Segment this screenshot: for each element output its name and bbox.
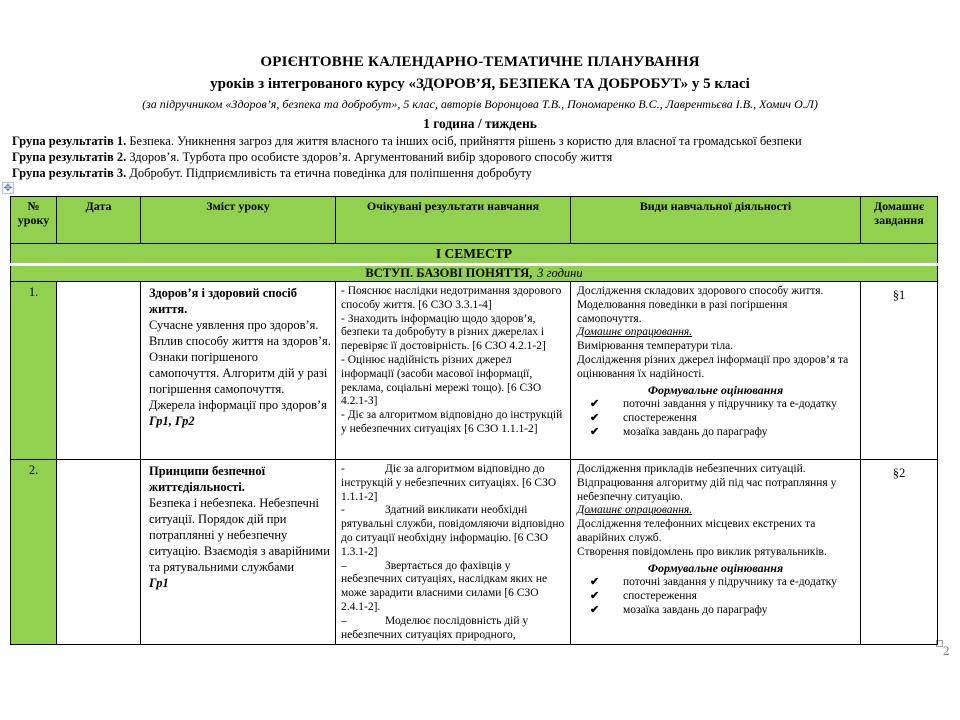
outcome-item: [341, 463, 565, 504]
course-title: уроків з інтегрованого курсу «ЗДОРОВ’Я, БЕЗПЕКА ТА ДОБРОБУТ» у 5 класі: [210, 76, 750, 92]
page-number: 2: [943, 643, 950, 658]
checklist-item-text: поточні завдання у підручнику та е-додатку: [623, 575, 837, 588]
col-header-lesson-content: Зміст уроку: [141, 197, 336, 244]
homework-practice-label: Домашнє опрацювання.: [577, 504, 693, 517]
outcome-text: Здатний викликати необхідні рятувальні служби, повідомляючи відповідно до ситуації необхідну інформацію. [6 СЗО 1.3.1-2]: [341, 504, 565, 558]
semester-title: І СЕМЕСТР: [11, 244, 938, 265]
checkmark-icon: ✔: [590, 425, 600, 438]
lesson-1-homework: §1: [861, 282, 938, 460]
checkmark-icon: ✔: [590, 397, 600, 410]
formative-assessment-label: Формувальне оцінювання: [647, 560, 784, 575]
section-title-cell: [11, 265, 938, 282]
checklist-item-text: спостереження: [623, 411, 697, 424]
checklist-item: [577, 412, 854, 426]
lesson-2-activities: [571, 460, 861, 645]
table-row: [11, 460, 938, 645]
formative-assessment-label: Формувальне оцінювання: [647, 382, 784, 397]
result-group-3: [12, 165, 956, 181]
checkmark-icon: ✔: [590, 411, 600, 424]
col-header-activities: Види навчальної діяльності: [571, 197, 861, 244]
table-header-row: [11, 197, 938, 244]
lesson-2-outcomes: [336, 460, 571, 645]
outcome-text: Моделює послідовність дій у небезпечних ситуаціях природного,: [341, 614, 529, 641]
activity-item: Вимірювання температури тіла.: [577, 340, 734, 353]
textbook-subtitle: (за підручником «Здоров’я, безпека та добробут», 5 клас, авторів Воронцова Т.В., Пономаренко В.С., Лаврентьєва І.В., Хомич О.Л): [142, 97, 818, 111]
lesson-2-content: [141, 460, 336, 645]
checklist-item: [577, 576, 854, 590]
result-group-1: [12, 133, 956, 149]
activity-item: Моделювання поведінки в разі погіршення самопочуття.: [577, 298, 788, 325]
checklist-item-text: мозаїка завдань до параграфу: [623, 425, 768, 438]
checkmark-icon: ✔: [590, 603, 600, 616]
outcome-text: Звертається до фахівців у небезпечних ситуаціях, наслідкам яких не може зарадити власними силами [6 СЗО 2.4.1-2].: [341, 559, 548, 613]
dash-marker: –: [341, 614, 347, 627]
result-group-3-text: Добробут. Підприємливість та етична поведінка для поліпшення добробуту: [126, 166, 532, 180]
result-groups: [12, 133, 956, 181]
col-header-date: Дата: [57, 197, 141, 244]
outcome-item: - Діє за алгоритмом відповідно до інструкцій у небезпечних ситуаціях [6 СЗО 1.1.1-2]: [341, 409, 563, 435]
lesson-2-topic-body: Безпека і небезпека. Небезпечні ситуації. Порядок дій при потраплянні у небезпечну ситуацію. Взаємодія з аварійними та рятувальними службами: [149, 496, 330, 574]
outcome-item: - Пояснює наслідки недотримання здорового способу життя. [6 СЗО 3.3.1-4]: [341, 285, 562, 311]
checklist-item: [577, 590, 854, 604]
col-header-lesson-number: № уроку: [11, 197, 57, 244]
section-row: [11, 265, 938, 282]
activity-item: Створення повідомлень про виклик рятувальників.: [577, 545, 827, 558]
outcome-item: - Оцінює надійність різних джерел інформації (засоби масової інформації, реклама, соціальні мережі тощо). [6 СЗО 4.2.1-3]: [341, 353, 542, 408]
section-title: ВСТУП. БАЗОВІ ПОНЯТТЯ,: [365, 266, 533, 280]
checklist-item-text: поточні завдання у підручнику та е-додатку: [623, 397, 837, 410]
lesson-2-date: [57, 460, 141, 645]
checkmark-icon: ✔: [590, 575, 600, 588]
main-title: ОРІЄНТОВНЕ КАЛЕНДАРНО-ТЕМАТИЧНЕ ПЛАНУВАННЯ: [260, 54, 700, 70]
outcome-item: [341, 560, 565, 615]
lesson-1-outcomes: [336, 282, 571, 460]
lesson-1-content: [141, 282, 336, 460]
lesson-2-topic: Принципи безпечної життєдіяльності.: [149, 464, 266, 494]
lesson-1-date: [57, 282, 141, 460]
outcome-item: - Знаходить інформацію щодо здоров’я, безпеки та добробуту в різних джерелах і перевіряє її достовірність. [6 СЗО 4.2.1-2]: [341, 312, 546, 353]
checklist-item-text: спостереження: [623, 589, 697, 602]
outcome-item: [341, 504, 565, 559]
outcome-text: Діє за алгоритмом відповідно до інструкцій у небезпечних ситуаціях. [6 СЗО 1.1.1-2]: [341, 463, 557, 503]
activity-item: Дослідження складових здорового способу життя.: [577, 285, 824, 297]
checklist-item: [577, 604, 854, 618]
lesson-planning-table: [10, 196, 938, 645]
document-header: [0, 54, 960, 132]
checklist-item: [577, 426, 854, 440]
homework-practice-label: Домашнє опрацювання.: [577, 326, 693, 339]
lesson-1-topic-body: Сучасне уявлення про здоров’я. Вплив способу життя на здоров’я. Ознаки погіршеного самопочуття. Алгоритм дій у разі погіршення самопочуття. Джерела інформації про здоров’я: [149, 318, 331, 412]
activity-item: Відпрацювання алгоритму дій під час потрапляння у небезпечну ситуацію.: [577, 476, 837, 503]
activity-item: Дослідження телефонних місцевих екстрених та аварійних служб.: [577, 518, 816, 544]
result-group-2-text: Здоров’я. Турбота про особисте здоров’я. Аргументований вибір здорового способу життя: [126, 150, 613, 164]
checklist-item-text: мозаїка завдань до параграфу: [623, 603, 768, 616]
table-move-handle-icon[interactable]: ✥: [3, 183, 13, 194]
result-group-3-label: Група результатів 3.: [12, 166, 127, 180]
lesson-1-topic: Здоров’я і здоровий спосіб життя.: [149, 286, 297, 316]
result-group-1-label: Група результатів 1.: [12, 134, 127, 148]
lesson-2-homework: §2: [861, 460, 938, 645]
dash-marker: -: [341, 463, 345, 475]
lesson-2-number: 2.: [11, 460, 57, 645]
activity-item: Дослідження різних джерел інформації про здоров’я та оцінювання їх надійності.: [577, 353, 849, 380]
dash-marker: –: [341, 559, 347, 572]
checklist-item: [577, 398, 854, 412]
result-group-2-label: Група результатів 2.: [12, 150, 127, 164]
col-header-homework: Домашнє завдання: [861, 197, 938, 244]
outcome-item: [341, 615, 565, 643]
checkmark-icon: ✔: [590, 589, 600, 602]
lesson-1-activities: [571, 282, 861, 460]
table-row: [11, 282, 938, 460]
activity-item: Дослідження прикладів небезпечних ситуацій.: [577, 463, 806, 475]
col-header-expected-results: Очікувані результати навчання: [336, 197, 571, 244]
lesson-2-groups: Гр1: [149, 576, 169, 590]
dash-marker: -: [341, 504, 345, 517]
semester-row: [11, 244, 938, 265]
result-group-2: [12, 149, 956, 165]
hours-per-week: 1 година / тиждень: [423, 116, 537, 131]
lesson-1-groups: Гр1, Гр2: [149, 414, 195, 428]
lesson-1-number: 1.: [11, 282, 57, 460]
section-hours: 3 години: [537, 266, 583, 280]
result-group-1-text: Безпека. Уникнення загроз для життя власного та інших осіб, прийняття рішень з користю для власної та громадської безпеки: [126, 134, 802, 148]
